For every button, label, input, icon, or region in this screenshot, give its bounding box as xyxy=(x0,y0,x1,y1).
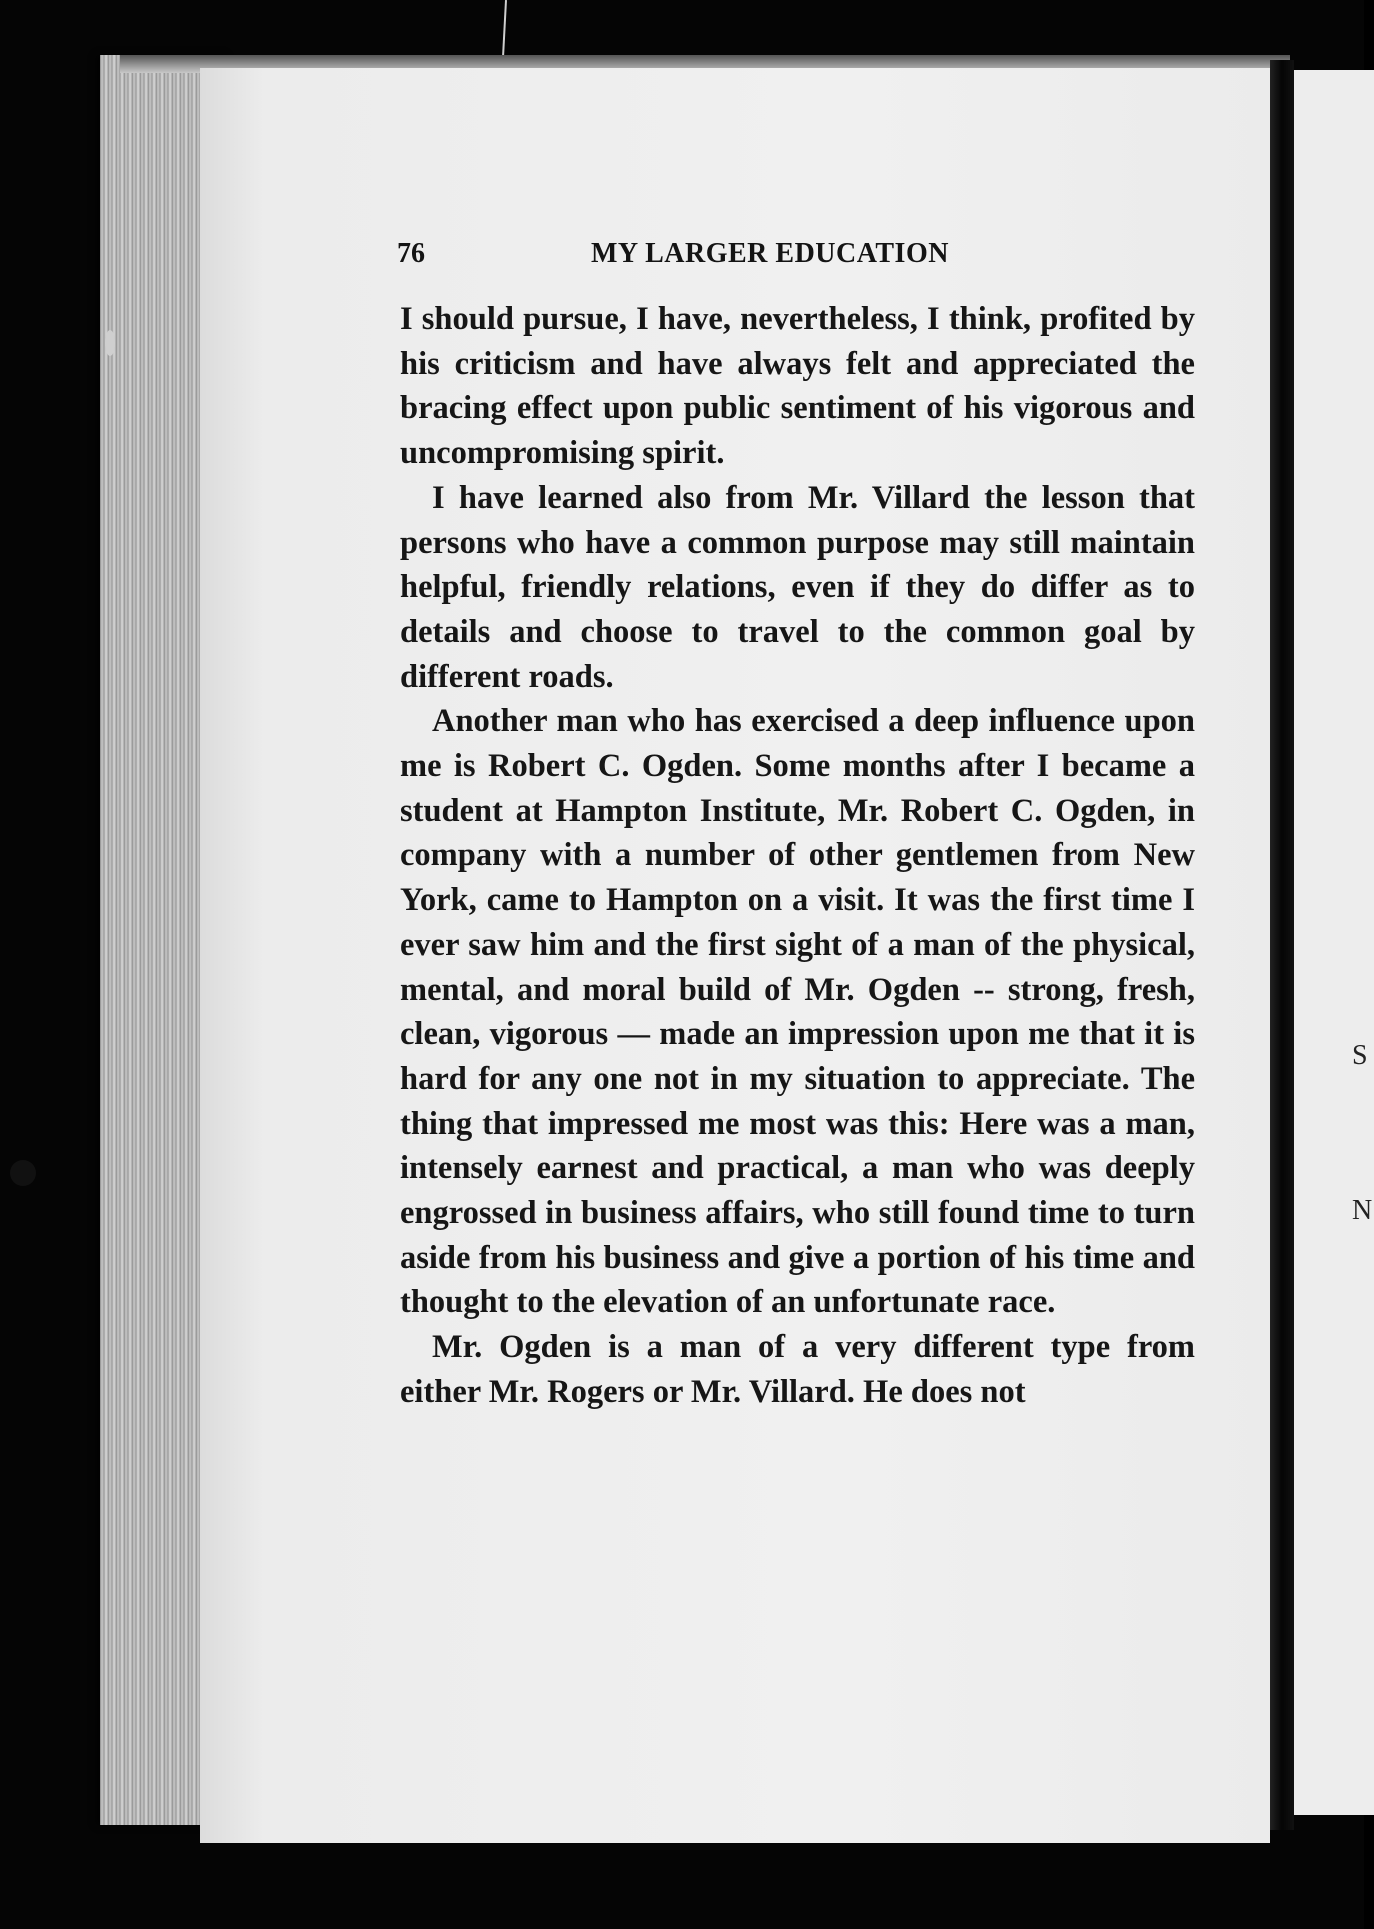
paragraph: Mr. Ogden is a man of a very different type from either Mr. Rogers or Mr. Villard. He does not xyxy=(400,1329,1195,1410)
body-text xyxy=(400,297,1195,1415)
paragraph: I have learned also from Mr. Villard the lesson that persons who have a common purpose may still maintain helpful, friendly relations, even if they do differ as to details and choose to travel to the common goal by different roads. xyxy=(400,479,1195,695)
facing-page-edge xyxy=(1294,70,1374,1815)
book-gutter xyxy=(1270,60,1294,1830)
running-head xyxy=(397,238,1197,278)
facing-page-fragment: S xyxy=(1352,1040,1368,1071)
page-number: 76 xyxy=(397,238,425,269)
scan-smudge xyxy=(10,1160,36,1186)
facing-page-fragment: N xyxy=(1352,1195,1373,1226)
running-title: MY LARGER EDUCATION xyxy=(591,238,949,269)
paragraph: Another man who has exercised a deep influence upon me is Robert C. Ogden. Some months after I became a student at Hampton Institute, Mr. Robert C. Ogden, in company with a number of other gentlemen from New York, came to Hampton on a visit. It was the first time I ever saw him and the first sight of a man of the physical, mental, and moral build of Mr. Ogden -- strong, fresh, clean, vigorous — made an impression upon me that it is hard for any one not in my situation to appreciate. The thing that impressed me most was this: Here was a man, intensely earnest and practical, a man who was deeply engrossed in business affairs, who still found time to turn aside from his business and give a portion of his time and thought to the elevation of an unfortunate race. xyxy=(400,703,1195,1321)
scan-smudge xyxy=(105,330,115,356)
paragraph: I should pursue, I have, nevertheless, I think, profited by his criticism and have always felt and appreciated the bracing effect upon public sentiment of his vigorous and uncompromising spirit. xyxy=(400,301,1195,472)
